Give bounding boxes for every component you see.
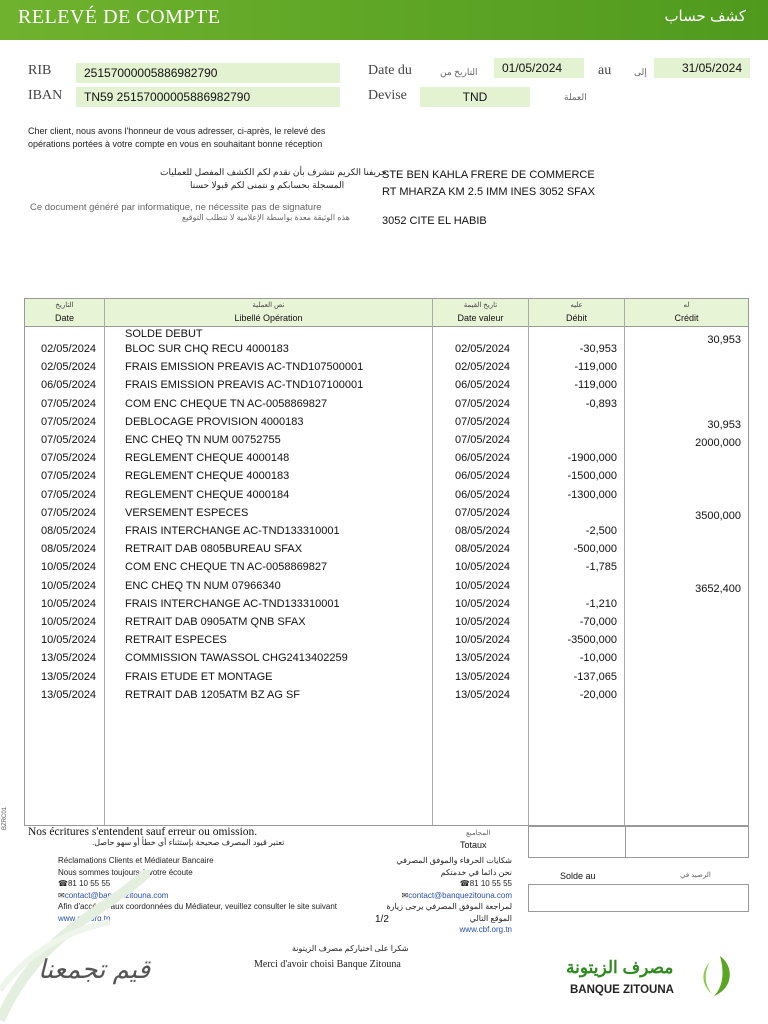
th-date: Date [54, 313, 74, 323]
row-credit: 3500,000 [695, 509, 741, 522]
row-libelle: RETRAIT ESPECES [125, 634, 227, 647]
row-date: 10/05/2024 [41, 634, 97, 647]
ar-email-link[interactable]: contact@banquezitouna.com [408, 890, 512, 900]
decorative-swirl [0, 870, 150, 1024]
intro-ar-2: المسجلة بحسابكم و نتمنى لكم قبولا حسنا [190, 180, 345, 190]
client-address: RT MHARZA KM 2.5 IMM INES 3052 SFAX [382, 186, 595, 198]
table-row [25, 598, 750, 616]
ar-phone: 81 10 55 55 [469, 879, 512, 888]
date-du-ar: التاريخ من [440, 67, 478, 77]
row-date-valeur: 07/05/2024 [455, 434, 511, 446]
logo-text-fr: BANQUE ZITOUNA [570, 984, 674, 996]
row-libelle: DEBLOCAGE PROVISION 4000183 [125, 415, 304, 428]
email-icon-ar: ✉ [401, 890, 409, 900]
row-date: 13/05/2024 [41, 688, 97, 701]
table-row [25, 452, 750, 470]
row-credit: 2000,000 [695, 437, 741, 449]
table-row [25, 434, 750, 452]
zitouna-logo-icon [690, 950, 738, 1000]
row-date: 08/05/2024 [41, 525, 97, 537]
row-date: 07/05/2024 [41, 470, 97, 483]
row-date-valeur: 13/05/2024 [455, 670, 511, 683]
th-debit: Débit [565, 313, 587, 323]
row-libelle: ENC CHEQ TN NUM 07966340 [125, 579, 281, 592]
row-debit: -1300,000 [567, 488, 617, 501]
intro-ar-1: حريفنا الكريم نتشرف بأن نقدم لكم الكشف المفصل للعمليات [160, 167, 387, 177]
email-link[interactable]: contact@banquezitouna.com [64, 890, 169, 900]
ar-listen: نحن دائما في خدمتكم [440, 867, 512, 877]
row-credit: 30,953 [707, 418, 741, 431]
page-title: RELEVÉ DE COMPTE [18, 6, 221, 28]
reclam-title: Réclamations Clients et Médiateur Bancaire [58, 856, 214, 865]
row-date: 07/05/2024 [41, 506, 97, 519]
table-row [25, 416, 750, 434]
row-debit: -1,210 [585, 597, 617, 610]
th-debit-ar: عليه [570, 302, 583, 309]
generated-note: Ce document généré par informatique, ne nécessite pas de signature [30, 202, 322, 213]
errors-note-ar: تعتبر قيود المصرف صحيحة بإستثناء أي خطأ أو سهو حاصل. [92, 838, 285, 847]
ar-mediator: لمراجعة الموفق المصرفي يرجى زيارة الموقع التالي [386, 902, 512, 923]
th-valeur: Date valeur [457, 313, 504, 323]
row-debit: -119,000 [574, 379, 617, 392]
row-libelle: COM ENC CHEQUE TN AC-0058869827 [125, 397, 328, 410]
row-debit: -500,000 [573, 543, 617, 556]
row-libelle: FRAIS INTERCHANGE AC-TND133310001 [125, 525, 340, 537]
row-debit: -2,500 [585, 525, 617, 537]
row-date: 08/05/2024 [41, 543, 97, 556]
row-date-valeur: 13/05/2024 [455, 652, 511, 665]
page-title-ar: كشف حساب [664, 8, 746, 25]
totaux-box [528, 826, 749, 858]
th-valeur-ar: تاريخ القيمة [463, 302, 498, 309]
solde-au-label: Solde au [560, 871, 596, 881]
row-libelle: FRAIS EMISSION PREAVIS AC-TND107100001 [125, 379, 364, 392]
devise-label: Devise [368, 88, 407, 103]
row-date: 06/05/2024 [41, 379, 97, 392]
row-libelle: RETRAIT DAB 0905ATM QNB SFAX [125, 616, 306, 628]
client-city: 3052 CITE EL HABIB [382, 215, 487, 227]
row-date: 10/05/2024 [41, 597, 97, 610]
table-row [25, 525, 750, 543]
solde-box [528, 884, 749, 912]
email-icon: ✉ [58, 890, 65, 900]
row-credit: 3652,400 [695, 582, 741, 595]
table-row [25, 616, 750, 634]
table-row [25, 507, 750, 525]
row-date: 10/05/2024 [41, 561, 97, 574]
row-libelle: REGLEMENT CHEQUE 4000148 [125, 452, 290, 465]
date-du-label: Date du [368, 63, 412, 78]
ar-site-link[interactable]: www.cbf.org.tn [459, 925, 512, 934]
reclam-listen: Nous sommes toujours à votre écoute [58, 867, 193, 877]
row-date: 13/05/2024 [41, 670, 97, 683]
devise-field: TND [420, 87, 530, 107]
row-libelle: FRAIS EMISSION PREAVIS AC-TND107500001 [125, 361, 364, 374]
row-date: 10/05/2024 [41, 579, 97, 592]
table-row [25, 361, 750, 379]
row-date-valeur: 10/05/2024 [455, 597, 511, 610]
row-debit: -20,000 [579, 688, 617, 701]
thanks-fr: Merci d'avoir choisi Banque Zitouna [254, 959, 401, 970]
ar-reclam-title: شكايات الحرفاء والموفق المصرفي [396, 856, 512, 865]
row-date-valeur: 07/05/2024 [455, 397, 511, 410]
table-row [25, 543, 750, 561]
phone-number: 81 10 55 55 [67, 879, 111, 888]
table-row [25, 689, 750, 707]
row-debit: -0,893 [585, 397, 617, 410]
iban-field: TN59 25157000005886982790 [76, 87, 340, 107]
rib-field: 25157000005886982790 [76, 63, 340, 83]
row-date-valeur: 08/05/2024 [455, 543, 511, 556]
date-from-field: 01/05/2024 [494, 58, 584, 78]
table-row [25, 343, 750, 361]
site-link[interactable]: www.cbf.org.tn [58, 913, 111, 923]
row-date-valeur: 06/05/2024 [455, 379, 511, 392]
row-date: 07/05/2024 [41, 488, 97, 501]
row-date: 02/05/2024 [41, 361, 97, 374]
page-number: 1/2 [375, 914, 389, 925]
table-row [25, 379, 750, 397]
intro-line-1: Cher client, nous avons l'honneur de vous adresser, ci-après, le relevé des [28, 126, 326, 136]
row-date-valeur: 10/05/2024 [455, 634, 511, 647]
row-libelle: COM ENC CHEQUE TN AC-0058869827 [125, 561, 328, 574]
date-to-field: 31/05/2024 [654, 58, 750, 78]
row-libelle: REGLEMENT CHEQUE 4000184 [125, 488, 290, 501]
row-date-valeur: 08/05/2024 [455, 525, 511, 537]
row-debit: -137,065 [573, 670, 617, 683]
th-date-ar: التاريخ [55, 302, 74, 309]
row-date: 07/05/2024 [41, 397, 97, 410]
row-debit: -3500,000 [567, 634, 617, 647]
row-date-valeur: 06/05/2024 [455, 488, 511, 501]
row-date-valeur: 13/05/2024 [455, 688, 511, 701]
table-row [25, 671, 750, 689]
row-libelle: FRAIS INTERCHANGE AC-TND133310001 [125, 597, 340, 610]
row-date-valeur: 02/05/2024 [455, 361, 511, 374]
row-date-valeur: 06/05/2024 [455, 452, 511, 465]
row-debit: -1,785 [585, 561, 617, 574]
row-debit: -1900,000 [567, 452, 617, 465]
row-date: 07/05/2024 [41, 434, 97, 446]
row-date-valeur: 06/05/2024 [455, 470, 511, 483]
au-label: au [598, 63, 612, 78]
phone-icon: ☎ [58, 879, 68, 888]
table-row [25, 398, 750, 416]
row-debit: -119,000 [574, 361, 617, 374]
row-date: 10/05/2024 [41, 616, 97, 628]
thanks-ar: شكرا على اختياركم مصرف الزيتونة [292, 944, 409, 953]
ar-phone-row [380, 878, 512, 890]
table-row [25, 652, 750, 670]
side-code: BZRC01 [2, 806, 8, 830]
row-libelle: COMMISSION TAWASSOL CHG2413402259 [125, 652, 348, 665]
logo-text-ar: مصرف الزيتونة [566, 958, 674, 977]
generated-note-ar: هذه الوثيقة معدة بواسطة الإعلامية لا تتطلب التوقيع [182, 213, 350, 222]
row-date-valeur: 02/05/2024 [455, 343, 511, 355]
solde-au-ar: الرصيد في [680, 872, 711, 879]
row-date-valeur: 07/05/2024 [455, 506, 511, 519]
th-credit: Crédit [674, 313, 699, 323]
totaux-label: Totaux [460, 840, 487, 850]
slogan-ar: قيم تجمعنا [38, 954, 151, 984]
reclam-mediator: Afin d'accéder aux coordonnées du Médiateur, veuillez consulter le site suivant [58, 902, 338, 911]
row-libelle: FRAIS ETUDE ET MONTAGE [125, 670, 273, 683]
th-libelle: Libellé Opération [234, 313, 303, 323]
devise-ar: العملة [564, 92, 587, 102]
phone-icon-ar: ☎ [459, 879, 470, 888]
rib-label: RIB [28, 63, 52, 78]
row-debit: -10,000 [579, 652, 617, 665]
intro-line-2: opérations portées à votre compte en vous en souhaitant bonne réception [28, 139, 323, 149]
row-libelle: RETRAIT DAB 1205ATM BZ AG SF [125, 688, 301, 701]
row-date: 07/05/2024 [41, 415, 97, 428]
th-libelle-ar: نص العملية [252, 302, 285, 309]
table-row [25, 580, 750, 598]
table-row [25, 634, 750, 652]
errors-note: Nos écritures s'entendent sauf erreur ou omission. [28, 826, 258, 838]
row-libelle: BLOC SUR CHQ RECU 4000183 [125, 343, 289, 355]
row-libelle: VERSEMENT ESPECES [125, 506, 249, 519]
table-row [25, 561, 750, 579]
row-date-valeur: 10/05/2024 [455, 579, 511, 592]
row-libelle: RETRAIT DAB 0805BUREAU SFAX [125, 543, 303, 556]
iban-label: IBAN [28, 88, 63, 103]
row-date: 13/05/2024 [41, 652, 97, 665]
row-date-valeur: 07/05/2024 [455, 415, 511, 428]
row-libelle: REGLEMENT CHEQUE 4000183 [125, 470, 290, 483]
row-date: 02/05/2024 [41, 343, 97, 355]
solde-debut-credit: 30,953 [707, 334, 741, 346]
row-debit: -30,953 [579, 343, 617, 355]
footer-reclamations-ar [380, 855, 512, 936]
operations-table [24, 298, 749, 826]
row-date: 07/05/2024 [41, 452, 97, 465]
row-debit: -70,000 [579, 616, 617, 628]
table-row [25, 470, 750, 488]
client-name: STE BEN KAHLA FRERE DE COMMERCE [382, 169, 595, 181]
row-libelle: ENC CHEQ TN NUM 00752755 [125, 434, 281, 446]
row-date-valeur: 10/05/2024 [455, 561, 511, 574]
row-date-valeur: 10/05/2024 [455, 616, 511, 628]
au-ar: إلى [634, 67, 647, 77]
solde-debut-label: SOLDE DEBUT [125, 328, 203, 340]
row-debit: -1500,000 [567, 470, 617, 483]
totaux-ar: المجاميع [466, 830, 491, 837]
th-credit-ar: له [683, 302, 690, 309]
table-row [25, 489, 750, 507]
ar-email-row [380, 890, 512, 902]
